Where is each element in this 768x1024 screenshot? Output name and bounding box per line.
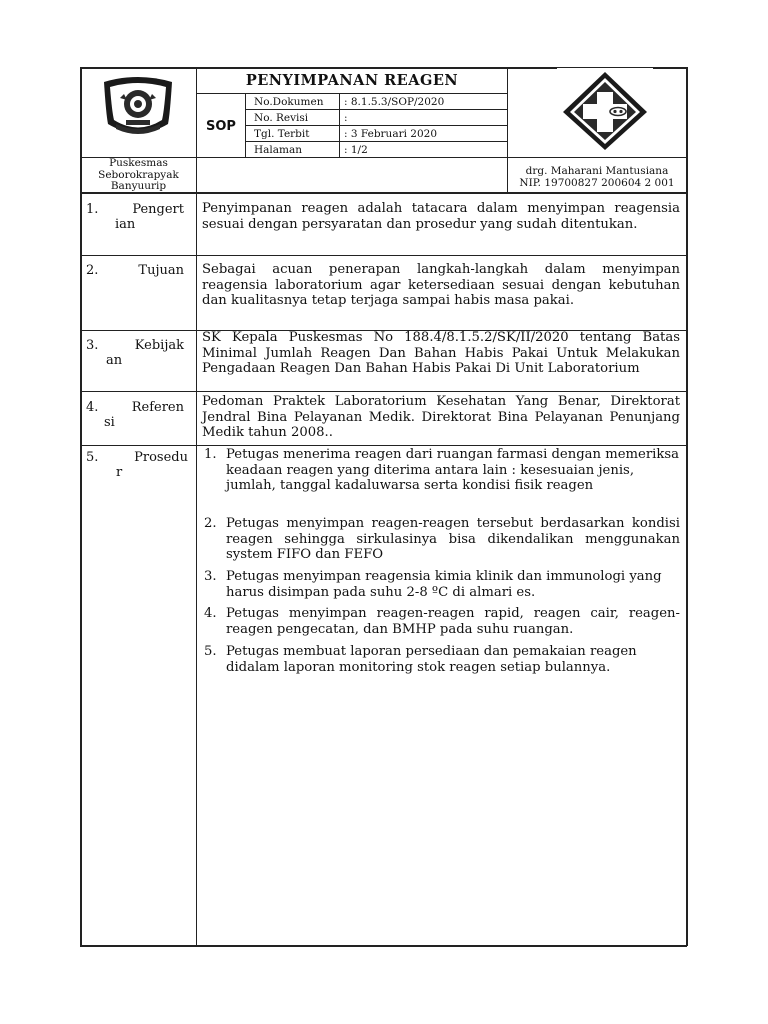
section-label-continued: an: [106, 353, 123, 368]
section-number: 4.: [86, 400, 99, 415]
section-number: 3.: [86, 338, 99, 353]
meta-label-revision: No. Revisi: [254, 112, 309, 124]
district-emblem-icon: [98, 74, 178, 144]
procedure-step-number: 3.: [204, 569, 217, 584]
organization-line-3: Banyuurip: [110, 180, 167, 192]
procedure-step: [204, 606, 680, 640]
procedure-step-text: Petugas menyimpan reagen-reagen tersebut berdasarkan kondisi reagen sehingga sirkulasinya bisa dikendalikan menggunakan system FIFO dan FEFO: [226, 516, 680, 562]
procedure-step-number: 1.: [204, 447, 217, 462]
section-body: Sebagai acuan penerapan langkah-langkah dalam menyimpan reagensia laboratorium agar ketersediaan sesuai dengan kebutuhan dan kualitasnya tetap terjaga sampai habis masa pakai.: [202, 262, 680, 308]
section-number: 1.: [86, 202, 99, 217]
section-label: Tujuan: [138, 263, 184, 278]
meta-value-page: : 1/2: [344, 144, 368, 156]
sop-label: SOP: [206, 119, 236, 134]
procedure-step-number: 4.: [204, 606, 217, 621]
procedure-step: [204, 516, 680, 566]
meta-label-document-number: No.Dokumen: [254, 96, 324, 108]
section-label: Referen: [131, 400, 184, 415]
meta-label-issue-date: Tgl. Terbit: [254, 128, 310, 140]
meta-value-document-number: : 8.1.5.3/SOP/2020: [344, 96, 445, 108]
section-label-continued: r: [116, 465, 123, 480]
meta-value-issue-date: : 3 Februari 2020: [344, 128, 438, 140]
procedure-step: [204, 644, 680, 678]
section-label: Kebijak: [134, 338, 184, 353]
right-logo: [557, 68, 653, 154]
document-title: PENYIMPANAN REAGEN: [245, 72, 459, 89]
section-body: Pedoman Praktek Laboratorium Kesehatan Yang Benar, Direktorat Jendral Bina Pelayanan Medik. Direktorat Bina Pelayanan Penunjang Medik tahun 2008..: [202, 394, 680, 440]
procedure-step: [204, 569, 680, 603]
section-label-continued: ian: [115, 217, 136, 232]
signer-nip: NIP. 19700827 200604 2 001: [519, 176, 675, 189]
section-number: 2.: [86, 263, 99, 278]
signer-name: drg. Maharani Mantusiana: [525, 165, 669, 177]
procedure-step-text: Petugas menerima reagen dari ruangan farmasi dengan memeriksa keadaan reagen yang diterima antara lain : kesesuaian jenis, jumlah, tanggal kadaluwarsa serta kondisi fisik reagen: [226, 447, 679, 493]
left-logo: [98, 74, 178, 144]
organization-name: [81, 158, 196, 193]
procedure-step-text: Petugas menyimpan reagen-reagen rapid, reagen cair, reagen-reagen pengecatan, dan BMHP pada suhu ruangan.: [226, 606, 680, 637]
meta-value-revision: :: [344, 112, 348, 124]
procedure-step-number: 5.: [204, 644, 217, 659]
procedure-step-number: 2.: [204, 516, 217, 531]
meta-label-page: Halaman: [254, 144, 303, 156]
organization-line-1: Puskesmas: [109, 157, 168, 169]
health-cross-icon: [557, 68, 653, 154]
section-label-continued: si: [104, 415, 115, 430]
section-body: SK Kepala Puskesmas No 188.4/8.1.5.2/SK/II/2020 tentang Batas Minimal Jumlah Reagen Dan Bahan Habis Pakai Untuk Melakukan Pengadaan Reagen Dan Bahan Habis Pakai Di Unit Laboratorium: [202, 330, 680, 376]
signer-block: [507, 166, 687, 189]
section-number: 5.: [86, 450, 99, 465]
procedure-step: [204, 447, 680, 513]
section-label: Pengert: [132, 202, 184, 217]
organization-line-2: Seborokrapyak: [98, 168, 179, 181]
section-body: Penyimpanan reagen adalah tatacara dalam menyimpan reagensia sesuai dengan persyaratan dan prosedur yang sudah ditentukan.: [202, 201, 680, 232]
procedure-step-text: Petugas membuat laporan persediaan dan pemakaian reagen didalam laporan monitoring stok reagen setiap bulannya.: [226, 644, 637, 675]
section-label: Prosedu: [134, 450, 188, 465]
procedure-step-text: Petugas menyimpan reagensia kimia klinik dan immunologi yang harus disimpan pada suhu 2-8 ºC di almari es.: [226, 569, 662, 600]
